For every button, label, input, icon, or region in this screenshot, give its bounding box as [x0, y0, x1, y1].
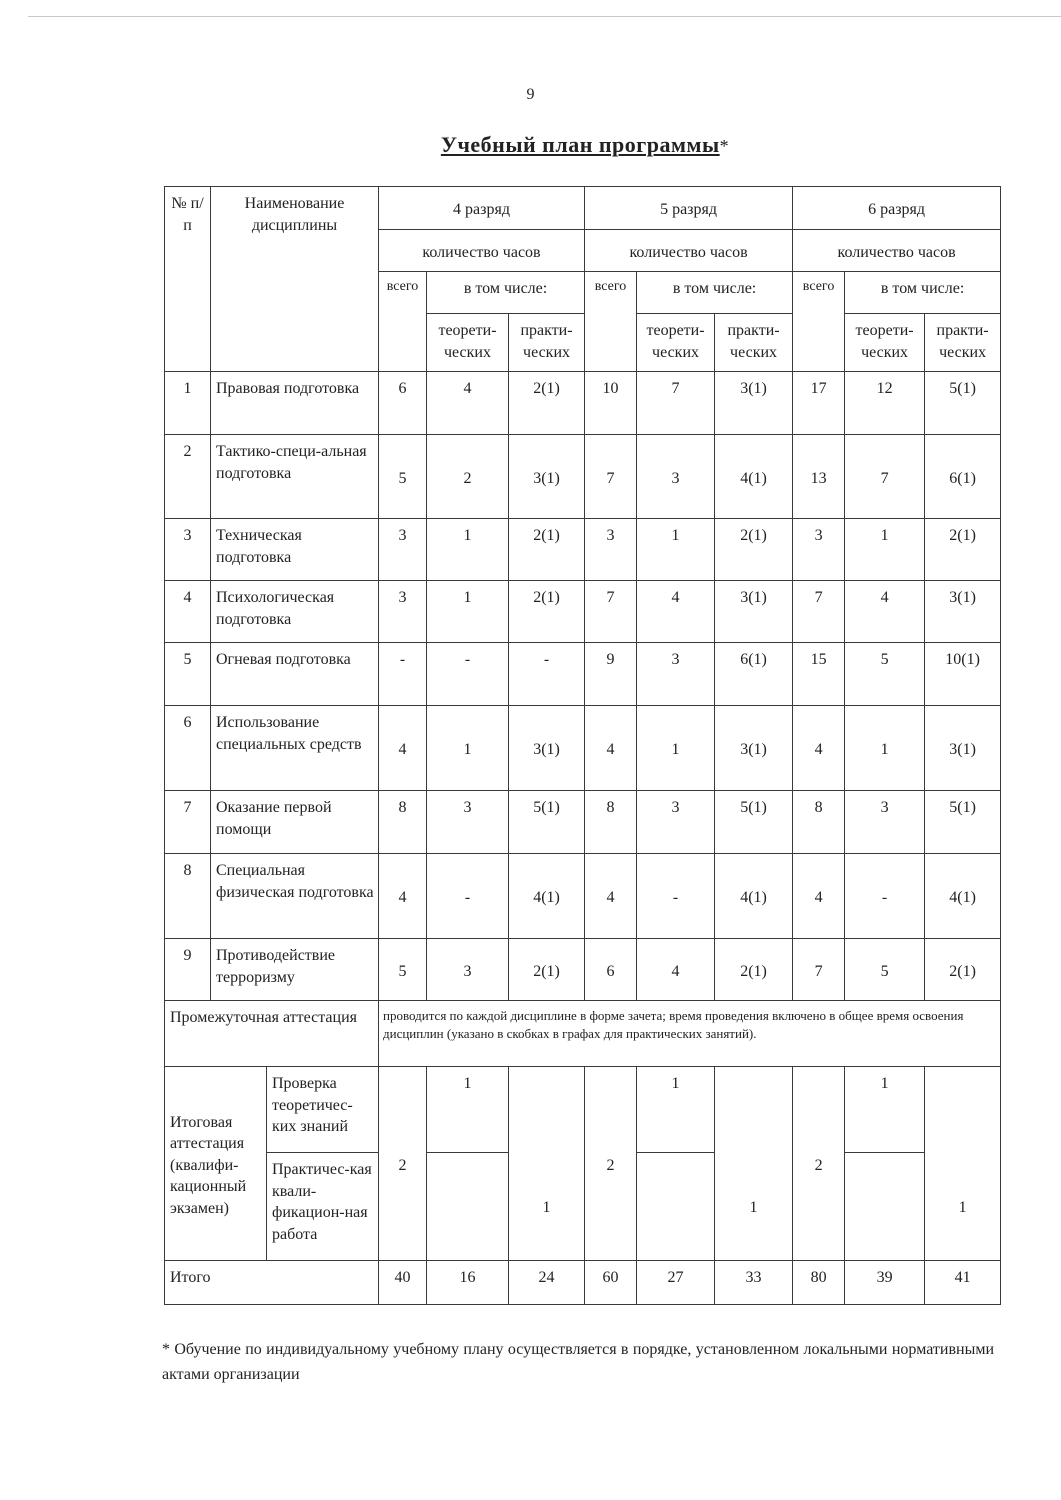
discipline-name: Техническая подготовка [211, 519, 379, 581]
cell-value: 5(1) [925, 372, 1001, 435]
document-title-text: Учебный план программы [440, 132, 720, 157]
row-number: 9 [165, 939, 211, 1001]
cell-value: 3(1) [715, 372, 793, 435]
document-title [0, 132, 1061, 158]
header-total-4: всего [379, 272, 427, 372]
cell-value: 6 [585, 939, 637, 1001]
discipline-name: Правовая подготовка [211, 372, 379, 435]
page-number: 9 [526, 86, 535, 103]
header-hours-6: количество часов [793, 230, 1001, 272]
cell-value: 10(1) [925, 643, 1001, 706]
total-value: 60 [585, 1261, 637, 1305]
cell-value: 1 [427, 519, 509, 581]
row-number: 1 [165, 372, 211, 435]
header-practice-5: практи-ческих [715, 314, 793, 372]
interim-attestation-note: проводится по каждой дисциплине в форме зачета; время проведения включено в общее время освоения дисциплин (указано в скобках в графах для практических занятий). [379, 1001, 1001, 1067]
final-empty-cell [845, 1153, 925, 1261]
table-row [165, 581, 1001, 643]
header-theory-6: теорети-ческих [845, 314, 925, 372]
cell-value: 2(1) [715, 519, 793, 581]
table-row [165, 372, 1001, 435]
cell-value: 6(1) [925, 435, 1001, 519]
table-row [165, 939, 1001, 1001]
header-including-6: в том числе: [845, 272, 1001, 314]
row-number: 3 [165, 519, 211, 581]
final-total-6: 2 [793, 1067, 845, 1261]
cell-value: 4 [379, 706, 427, 791]
cell-value: 5(1) [509, 791, 585, 854]
final-practice-5: 1 [715, 1153, 793, 1261]
cell-value: 3(1) [509, 435, 585, 519]
scan-edge-line [28, 16, 1061, 17]
cell-value: 2(1) [925, 939, 1001, 1001]
cell-value: 5 [379, 435, 427, 519]
header-total-5: всего [585, 272, 637, 372]
header-grade-5: 5 разряд [585, 187, 793, 230]
header-grade-4: 4 разряд [379, 187, 585, 230]
header-including-5: в том числе: [637, 272, 793, 314]
total-row [165, 1261, 1001, 1305]
discipline-name: Противодействие терроризму [211, 939, 379, 1001]
cell-value: 4 [793, 854, 845, 939]
cell-value: - [427, 854, 509, 939]
cell-value: 5(1) [715, 791, 793, 854]
table-row [165, 706, 1001, 791]
cell-value: 4 [845, 581, 925, 643]
cell-value: 3(1) [715, 706, 793, 791]
interim-attestation-label: Промежуточная аттестация [165, 1001, 379, 1067]
final-theory-label: Проверка теоретичес-ких знаний [267, 1067, 379, 1153]
final-theory-5: 1 [637, 1067, 715, 1153]
total-value: 16 [427, 1261, 509, 1305]
total-value: 24 [509, 1261, 585, 1305]
cell-value: 4(1) [509, 854, 585, 939]
final-practice-label: Практичес-кая квали-фикацион-ная работа [267, 1153, 379, 1261]
cell-value: 3 [427, 939, 509, 1001]
cell-value: 1 [427, 581, 509, 643]
table-row [165, 854, 1001, 939]
header-theory-4: теорети-ческих [427, 314, 509, 372]
discipline-name: Специальная физическая подготовка [211, 854, 379, 939]
final-total-4: 2 [379, 1067, 427, 1261]
curriculum-table [164, 186, 1001, 1305]
table-row [165, 791, 1001, 854]
final-attestation-label: Итоговая аттестация (квалифи-кационный экзамен) [165, 1067, 267, 1261]
header-practice-6: практи-ческих [925, 314, 1001, 372]
cell-value: 1 [845, 706, 925, 791]
cell-value: 5(1) [925, 791, 1001, 854]
final-theory-4: 1 [427, 1067, 509, 1153]
final-empty-cell [715, 1067, 793, 1153]
cell-value: 2(1) [509, 519, 585, 581]
discipline-name: Огневая подготовка [211, 643, 379, 706]
cell-value: 8 [793, 791, 845, 854]
cell-value: 3 [585, 519, 637, 581]
cell-value: 17 [793, 372, 845, 435]
total-value: 40 [379, 1261, 427, 1305]
header-num: № п/п [165, 187, 211, 372]
cell-value: 4 [427, 372, 509, 435]
header-including-4: в том числе: [427, 272, 585, 314]
final-attestation-row-theory [165, 1067, 1001, 1153]
cell-value: 2(1) [509, 581, 585, 643]
cell-value: 4 [585, 854, 637, 939]
total-value: 33 [715, 1261, 793, 1305]
cell-value: 2(1) [925, 519, 1001, 581]
cell-value: 1 [427, 706, 509, 791]
cell-value: 4 [379, 854, 427, 939]
cell-value: 5 [379, 939, 427, 1001]
cell-value: 13 [793, 435, 845, 519]
table-row [165, 519, 1001, 581]
cell-value: 3 [379, 519, 427, 581]
total-value: 39 [845, 1261, 925, 1305]
discipline-name: Оказание первой помощи [211, 791, 379, 854]
cell-value: 4 [585, 706, 637, 791]
header-hours-4: количество часов [379, 230, 585, 272]
total-label: Итого [165, 1261, 379, 1305]
header-practice-4: практи-ческих [509, 314, 585, 372]
header-discipline: Наименование дисциплины [211, 187, 379, 372]
cell-value: - [509, 643, 585, 706]
cell-value: 3(1) [925, 581, 1001, 643]
cell-value: 3 [637, 643, 715, 706]
final-total-5: 2 [585, 1067, 637, 1261]
cell-value: 4 [637, 939, 715, 1001]
cell-value: 6(1) [715, 643, 793, 706]
cell-value: 3(1) [715, 581, 793, 643]
final-empty-cell [427, 1153, 509, 1261]
cell-value: 2(1) [509, 372, 585, 435]
cell-value: 15 [793, 643, 845, 706]
discipline-name: Тактико-специ-альная подготовка [211, 435, 379, 519]
table-row [165, 435, 1001, 519]
table-row [165, 643, 1001, 706]
row-number: 5 [165, 643, 211, 706]
final-empty-cell [509, 1067, 585, 1153]
footnote: * Обучение по индивидуальному учебному плану осуществляется в порядке, установленном локальными нормативными актами организации [162, 1341, 994, 1383]
cell-value: 4(1) [715, 435, 793, 519]
final-attestation-row-practice [165, 1153, 1001, 1261]
cell-value: 7 [585, 581, 637, 643]
cell-value: - [427, 643, 509, 706]
total-value: 80 [793, 1261, 845, 1305]
cell-value: 4 [637, 581, 715, 643]
cell-value: 9 [585, 643, 637, 706]
final-practice-6: 1 [925, 1153, 1001, 1261]
title-footnote-mark: * [719, 136, 730, 156]
header-total-6: всего [793, 272, 845, 372]
header-theory-5: теорети-ческих [637, 314, 715, 372]
cell-value: 7 [585, 435, 637, 519]
cell-value: 7 [845, 435, 925, 519]
cell-value: 3 [637, 435, 715, 519]
header-grade-6: 6 разряд [793, 187, 1001, 230]
row-number: 8 [165, 854, 211, 939]
cell-value: - [637, 854, 715, 939]
cell-value: 1 [637, 706, 715, 791]
cell-value: 7 [637, 372, 715, 435]
cell-value: 4(1) [925, 854, 1001, 939]
final-empty-cell [925, 1067, 1001, 1153]
cell-value: 8 [379, 791, 427, 854]
cell-value: - [379, 643, 427, 706]
cell-value: 12 [845, 372, 925, 435]
cell-value: 2(1) [509, 939, 585, 1001]
cell-value: 3 [793, 519, 845, 581]
row-number: 4 [165, 581, 211, 643]
cell-value: 3 [845, 791, 925, 854]
row-number: 2 [165, 435, 211, 519]
discipline-name: Использование специальных средств [211, 706, 379, 791]
cell-value: 1 [845, 519, 925, 581]
cell-value: 3 [379, 581, 427, 643]
cell-value: - [845, 854, 925, 939]
cell-value: 7 [793, 939, 845, 1001]
cell-value: 3 [637, 791, 715, 854]
cell-value: 6 [379, 372, 427, 435]
cell-value: 3(1) [925, 706, 1001, 791]
cell-value: 7 [793, 581, 845, 643]
interim-attestation-row [165, 1001, 1001, 1067]
header-hours-5: количество часов [585, 230, 793, 272]
total-value: 27 [637, 1261, 715, 1305]
cell-value: 2(1) [715, 939, 793, 1001]
cell-value: 2 [427, 435, 509, 519]
final-practice-4: 1 [509, 1153, 585, 1261]
cell-value: 5 [845, 939, 925, 1001]
cell-value: 8 [585, 791, 637, 854]
cell-value: 4 [793, 706, 845, 791]
final-empty-cell [637, 1153, 715, 1261]
header-row-grades [165, 187, 1001, 230]
cell-value: 4(1) [715, 854, 793, 939]
discipline-name: Психологическая подготовка [211, 581, 379, 643]
final-theory-6: 1 [845, 1067, 925, 1153]
cell-value: 5 [845, 643, 925, 706]
cell-value: 3(1) [509, 706, 585, 791]
cell-value: 10 [585, 372, 637, 435]
row-number: 6 [165, 706, 211, 791]
cell-value: 1 [637, 519, 715, 581]
total-value: 41 [925, 1261, 1001, 1305]
cell-value: 3 [427, 791, 509, 854]
row-number: 7 [165, 791, 211, 854]
